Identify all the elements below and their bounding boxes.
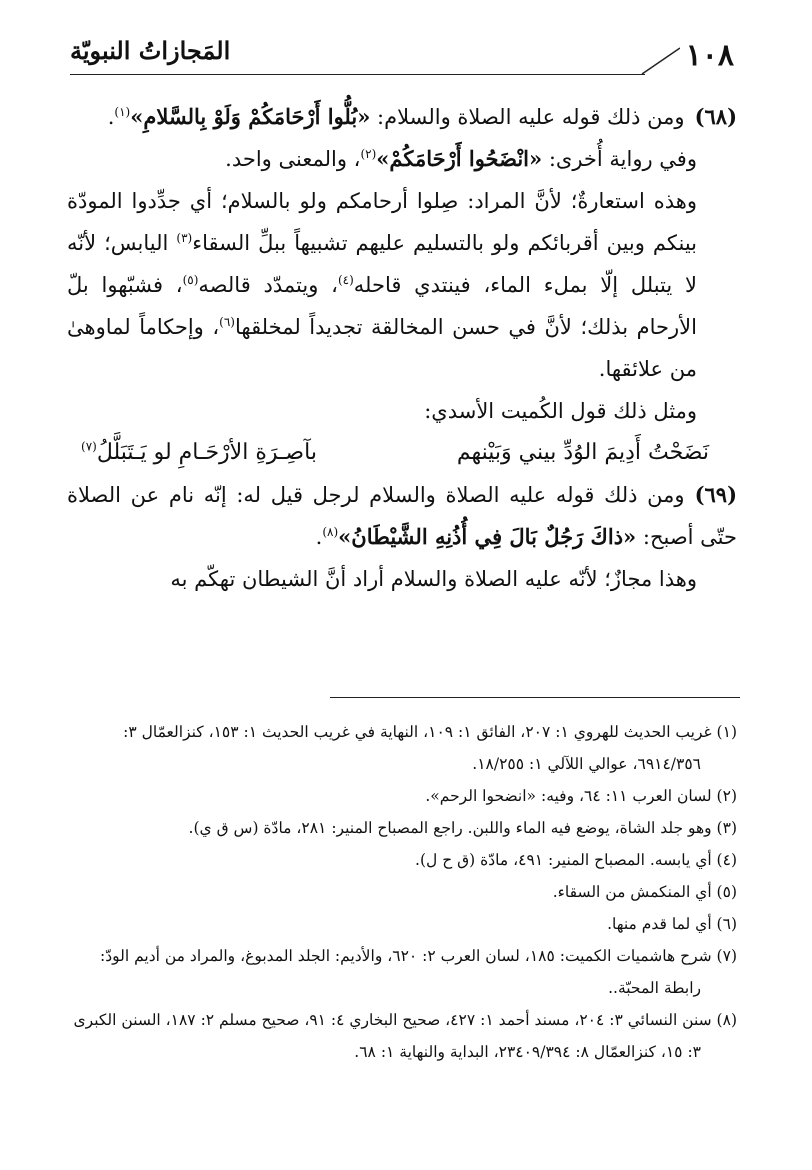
footnote-6: (٦) أي لما قدم منها. [607, 915, 737, 933]
paragraph-69 [67, 474, 737, 558]
riwaya-end: ، والمعنى واحد. [225, 147, 361, 171]
poem-intro: ومثل ذلك قول الكُميت الأسدي: [424, 399, 697, 423]
section-number-69: (٦٩) [694, 482, 737, 507]
footnote-ref-8[interactable]: (٨) [322, 525, 339, 539]
header-slant-line [640, 46, 680, 76]
footnote-1: (١) غريب الحديث للهروي ١: ٢٠٧، الفائق ١: ١٠٩، النهاية في غريب الحديث ١: ١٥٣، كنزالعمّال ٣: ٦٩١٤/٣٥٦، عوالي اللآلي ١: ١٨/٢٥٥. [123, 723, 737, 773]
p69-end: . [315, 525, 323, 549]
footnote-separator [330, 697, 740, 698]
poem-hemistich-2-wrap [81, 432, 317, 474]
p68-intro: ومن ذلك قوله عليه الصلاة والسلام: [370, 105, 685, 129]
paragraph-last-line: وهذا مجازٌ؛ لأنّه عليه الصلاة والسلام أراد أنَّ الشيطان تهكّم به [170, 567, 697, 591]
footnote-8: (٨) سنن النسائي ٣: ٢٠٤، مسند أحمد ١: ٤٢٧، صحيح البخاري ٤: ٩١، صحيح مسلم ٢: ١٨٧، السنن الكبرى ٣: ١٥، كنزالعمّال ٨: ٢٣٤٠٩/٣٩٤، البداية والنهاية ١: ٦٨. [73, 1011, 737, 1061]
exp-part1: وهذه استعارةٌ؛ لأنَّ المراد: صِلوا أرحامكم ولو بالسلام؛ أي جدِّدوا المودّة بينكم وبين أقربائكم ولو بالتسليم عليهم تشبيهاً ببلِّ السقاء [67, 189, 697, 255]
footnotes [67, 716, 737, 1068]
main-text [67, 96, 737, 600]
footnote-2: (٢) لسان العرب ١١: ٦٤، وفيه: «انضحوا الرحم». [425, 787, 737, 805]
exp-part3: ، ويتمدّد قالصه [198, 273, 338, 297]
footnote-3: (٣) وهو جلد الشاة، يوضع فيه الماء واللبن. راجع المصباح المنير: ٢٨١، مادّة (س ق ي). [188, 819, 737, 837]
footnote-ref-4[interactable]: (٤) [337, 273, 354, 287]
footnote-ref-2[interactable]: (٢) [360, 147, 377, 161]
footnote-5: (٥) أي المنكمش من السقاء. [552, 883, 737, 901]
exp-part4: ، فشبّهوا بلّ الأرحام بذلك؛ لأنَّ في حسن المخالقة تجديداً لمخلقها [67, 273, 697, 339]
page-number: ١٠٨ [685, 38, 734, 73]
footnote-4: (٤) أي يابسه. المصباح المنير: ٤٩١، مادّة (ق ح ل). [415, 851, 737, 869]
poem-hemistich-2: بآصِـرَةِ الأرْحَـامِ لو يَـتَبَلَّلُ [96, 440, 317, 465]
exp-part2: اليابس؛ لأنّه لا يتبلل إلّا بملء الماء، فينتدي قاحله [67, 231, 697, 297]
poem-hemistich-1: نَضَحْتُ أَدِيمَ الوُدِّ بيني وَبَيْنهم [456, 440, 709, 465]
hadith-68: «بُلُّوا أَرْحَامَكُمْ وَلَوْ بِالسَّلامِ» [130, 104, 371, 129]
footnote-ref-3[interactable]: (٣) [176, 231, 193, 245]
hadith-riwaya: «انْضَحُوا أَرْحَامَكُمْ» [376, 146, 543, 171]
footnote-ref-1[interactable]: (١) [114, 105, 131, 119]
footnote-ref-7[interactable]: (٧) [81, 439, 97, 454]
riwaya-intro: وفي رواية أُخرى: [542, 147, 697, 171]
poem-verse [67, 432, 737, 474]
paragraph-explanation [67, 180, 737, 390]
exp-part5: ، وإحكاماً لماوهىٰ من علائقها. [67, 315, 697, 381]
footnote-ref-6[interactable]: (٦) [219, 315, 235, 329]
p68-end: . [107, 105, 115, 129]
paragraph-riwaya [67, 138, 737, 180]
hadith-69: «ذاكَ رَجُلٌ بَالَ فِي أُذُنِهِ الشَّيْطَانُ» [338, 524, 637, 549]
paragraph-68 [67, 96, 737, 138]
header-rule [70, 74, 645, 75]
section-number-68: (٦٨) [694, 104, 737, 129]
footnote-7: (٧) شرح هاشميات الكميت: ١٨٥، لسان العرب ٢: ٦٢٠، والأديم: الجلد المدبوغ، والمراد من أديم الودّ: رابطة المحبّة.. [100, 947, 737, 997]
p69-intro: ومن ذلك قوله عليه الصلاة والسلام لرجل قيل له: إنّه نام عن الصلاة حتّى أصبح: [67, 483, 737, 549]
footnote-ref-5[interactable]: (٥) [182, 273, 199, 287]
running-title: المَجازاتُ النبويّة [70, 36, 231, 65]
